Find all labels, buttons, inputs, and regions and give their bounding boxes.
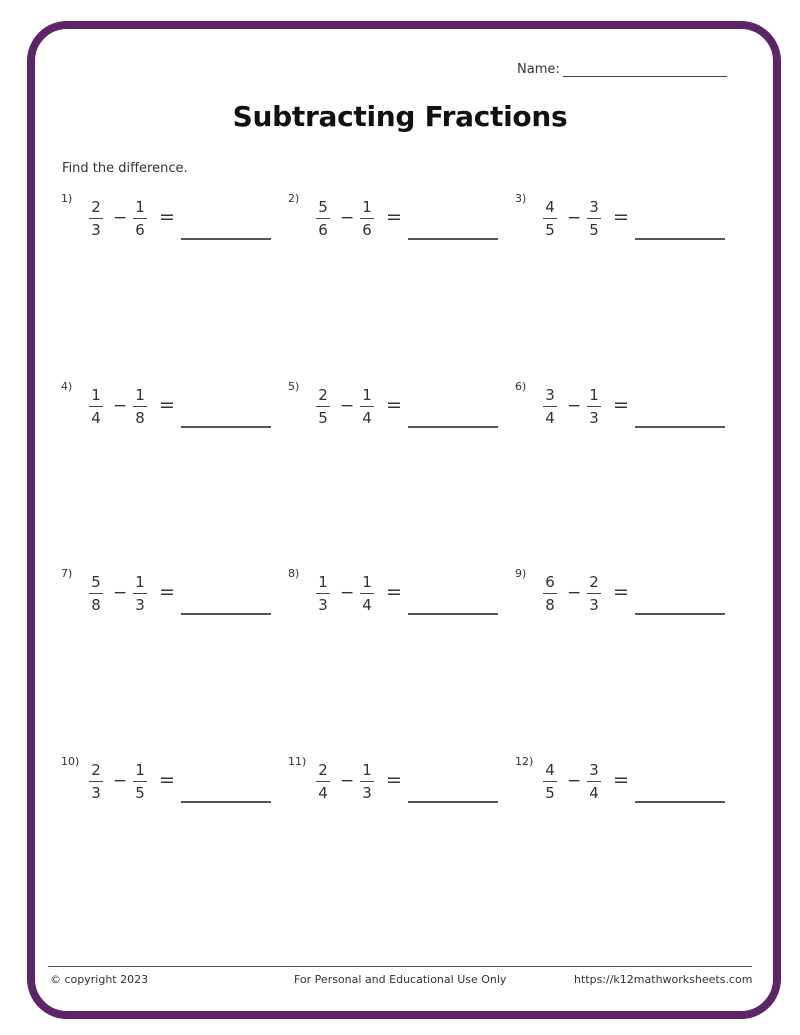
minus-sign: − bbox=[113, 583, 128, 603]
numerator: 1 bbox=[362, 573, 372, 591]
denominator: 3 bbox=[135, 596, 145, 614]
problem-number: 11) bbox=[288, 755, 307, 768]
problem-12 bbox=[515, 755, 735, 815]
fraction-bar bbox=[133, 593, 147, 594]
fraction-minuend bbox=[315, 573, 331, 614]
problem-2 bbox=[288, 192, 508, 252]
fraction-subtrahend bbox=[132, 761, 148, 802]
answer-blank[interactable] bbox=[181, 238, 271, 240]
equals-sign: = bbox=[386, 206, 402, 228]
answer-blank[interactable] bbox=[408, 613, 498, 615]
minus-sign: − bbox=[113, 396, 128, 416]
fraction-bar bbox=[360, 406, 374, 407]
footer-usage: For Personal and Educational Use Only bbox=[294, 973, 507, 986]
fraction-minuend bbox=[88, 573, 104, 614]
denominator: 8 bbox=[135, 409, 145, 427]
name-label: Name: bbox=[517, 62, 560, 77]
numerator: 1 bbox=[135, 386, 145, 404]
problem-number: 8) bbox=[288, 567, 300, 580]
fraction-bar bbox=[543, 406, 557, 407]
numerator: 3 bbox=[589, 198, 599, 216]
problem-1 bbox=[61, 192, 281, 252]
minus-sign: − bbox=[567, 771, 582, 791]
problem-10 bbox=[61, 755, 281, 815]
fraction-bar bbox=[587, 218, 601, 219]
fraction-bar bbox=[543, 593, 557, 594]
minus-sign: − bbox=[567, 396, 582, 416]
problem-number: 5) bbox=[288, 380, 300, 393]
problem-4 bbox=[61, 380, 281, 440]
problem-3 bbox=[515, 192, 735, 252]
fraction-bar bbox=[587, 781, 601, 782]
answer-blank[interactable] bbox=[408, 238, 498, 240]
fraction-subtrahend bbox=[359, 198, 375, 239]
denominator: 6 bbox=[135, 221, 145, 239]
answer-blank[interactable] bbox=[635, 801, 725, 803]
fraction-bar bbox=[89, 406, 103, 407]
denominator: 6 bbox=[362, 221, 372, 239]
numerator: 2 bbox=[318, 761, 328, 779]
fraction-subtrahend bbox=[132, 198, 148, 239]
denominator: 3 bbox=[91, 784, 101, 802]
numerator: 1 bbox=[135, 573, 145, 591]
footer-copyright: © copyright 2023 bbox=[50, 973, 149, 986]
denominator: 4 bbox=[362, 409, 372, 427]
numerator: 4 bbox=[545, 198, 555, 216]
denominator: 3 bbox=[589, 409, 599, 427]
denominator: 8 bbox=[91, 596, 101, 614]
denominator: 5 bbox=[545, 784, 555, 802]
problem-number: 3) bbox=[515, 192, 527, 205]
denominator: 4 bbox=[91, 409, 101, 427]
fraction-subtrahend bbox=[359, 573, 375, 614]
numerator: 1 bbox=[135, 198, 145, 216]
fraction-bar bbox=[587, 406, 601, 407]
problem-6 bbox=[515, 380, 735, 440]
fraction-minuend bbox=[88, 386, 104, 427]
equals-sign: = bbox=[386, 581, 402, 603]
numerator: 1 bbox=[135, 761, 145, 779]
fraction-bar bbox=[360, 593, 374, 594]
fraction-minuend bbox=[88, 198, 104, 239]
fraction-bar bbox=[133, 406, 147, 407]
fraction-bar bbox=[360, 781, 374, 782]
numerator: 1 bbox=[362, 761, 372, 779]
denominator: 3 bbox=[589, 596, 599, 614]
problem-number: 4) bbox=[61, 380, 73, 393]
minus-sign: − bbox=[340, 208, 355, 228]
minus-sign: − bbox=[340, 583, 355, 603]
footer-divider bbox=[48, 966, 752, 967]
numerator: 5 bbox=[318, 198, 328, 216]
equals-sign: = bbox=[386, 394, 402, 416]
problem-number: 6) bbox=[515, 380, 527, 393]
fraction-subtrahend bbox=[132, 386, 148, 427]
fraction-bar bbox=[316, 406, 330, 407]
minus-sign: − bbox=[567, 583, 582, 603]
answer-blank[interactable] bbox=[181, 426, 271, 428]
problem-number: 10) bbox=[61, 755, 80, 768]
problem-7 bbox=[61, 567, 281, 627]
fraction-bar bbox=[89, 781, 103, 782]
numerator: 4 bbox=[545, 761, 555, 779]
problem-number: 7) bbox=[61, 567, 73, 580]
equals-sign: = bbox=[159, 769, 175, 791]
fraction-bar bbox=[360, 218, 374, 219]
denominator: 6 bbox=[318, 221, 328, 239]
denominator: 3 bbox=[362, 784, 372, 802]
answer-blank[interactable] bbox=[635, 426, 725, 428]
numerator: 1 bbox=[362, 386, 372, 404]
minus-sign: − bbox=[340, 771, 355, 791]
fraction-bar bbox=[133, 218, 147, 219]
numerator: 1 bbox=[318, 573, 328, 591]
denominator: 4 bbox=[362, 596, 372, 614]
fraction-subtrahend bbox=[586, 573, 602, 614]
minus-sign: − bbox=[567, 208, 582, 228]
answer-blank[interactable] bbox=[635, 238, 725, 240]
numerator: 1 bbox=[91, 386, 101, 404]
fraction-minuend bbox=[542, 761, 558, 802]
minus-sign: − bbox=[340, 396, 355, 416]
numerator: 2 bbox=[318, 386, 328, 404]
numerator: 1 bbox=[362, 198, 372, 216]
equals-sign: = bbox=[386, 769, 402, 791]
fraction-subtrahend bbox=[359, 761, 375, 802]
fraction-minuend bbox=[542, 198, 558, 239]
problem-number: 2) bbox=[288, 192, 300, 205]
denominator: 4 bbox=[318, 784, 328, 802]
numerator: 5 bbox=[91, 573, 101, 591]
problem-number: 12) bbox=[515, 755, 534, 768]
fraction-minuend bbox=[88, 761, 104, 802]
fraction-bar bbox=[587, 593, 601, 594]
footer-url: https://k12mathworksheets.com bbox=[574, 973, 753, 986]
fraction-minuend bbox=[315, 386, 331, 427]
denominator: 8 bbox=[545, 596, 555, 614]
fraction-subtrahend bbox=[359, 386, 375, 427]
fraction-bar bbox=[89, 593, 103, 594]
fraction-bar bbox=[316, 218, 330, 219]
problem-11 bbox=[288, 755, 508, 815]
equals-sign: = bbox=[159, 206, 175, 228]
instructions: Find the difference. bbox=[62, 161, 188, 176]
denominator: 5 bbox=[589, 221, 599, 239]
problem-8 bbox=[288, 567, 508, 627]
numerator: 2 bbox=[91, 198, 101, 216]
denominator: 5 bbox=[318, 409, 328, 427]
fraction-minuend bbox=[542, 386, 558, 427]
denominator: 3 bbox=[91, 221, 101, 239]
fraction-minuend bbox=[315, 761, 331, 802]
problem-5 bbox=[288, 380, 508, 440]
answer-blank[interactable] bbox=[181, 801, 271, 803]
name-blank-line[interactable] bbox=[563, 63, 727, 77]
fraction-subtrahend bbox=[586, 386, 602, 427]
answer-blank[interactable] bbox=[408, 801, 498, 803]
problem-9 bbox=[515, 567, 735, 627]
numerator: 1 bbox=[589, 386, 599, 404]
denominator: 5 bbox=[135, 784, 145, 802]
fraction-subtrahend bbox=[586, 761, 602, 802]
problem-number: 1) bbox=[61, 192, 73, 205]
name-field bbox=[517, 62, 727, 77]
minus-sign: − bbox=[113, 208, 128, 228]
minus-sign: − bbox=[113, 771, 128, 791]
worksheet-title: Subtracting Fractions bbox=[232, 100, 568, 133]
fraction-bar bbox=[316, 593, 330, 594]
numerator: 3 bbox=[545, 386, 555, 404]
fraction-bar bbox=[543, 218, 557, 219]
fraction-minuend bbox=[315, 198, 331, 239]
equals-sign: = bbox=[613, 206, 629, 228]
denominator: 4 bbox=[589, 784, 599, 802]
numerator: 6 bbox=[545, 573, 555, 591]
fraction-bar bbox=[133, 781, 147, 782]
equals-sign: = bbox=[159, 394, 175, 416]
fraction-subtrahend bbox=[132, 573, 148, 614]
answer-blank[interactable] bbox=[408, 426, 498, 428]
fraction-bar bbox=[543, 781, 557, 782]
numerator: 2 bbox=[589, 573, 599, 591]
equals-sign: = bbox=[613, 394, 629, 416]
denominator: 5 bbox=[545, 221, 555, 239]
fraction-minuend bbox=[542, 573, 558, 614]
fraction-bar bbox=[316, 781, 330, 782]
denominator: 4 bbox=[545, 409, 555, 427]
problem-number: 9) bbox=[515, 567, 527, 580]
equals-sign: = bbox=[613, 581, 629, 603]
numerator: 2 bbox=[91, 761, 101, 779]
denominator: 3 bbox=[318, 596, 328, 614]
answer-blank[interactable] bbox=[181, 613, 271, 615]
equals-sign: = bbox=[613, 769, 629, 791]
fraction-subtrahend bbox=[586, 198, 602, 239]
answer-blank[interactable] bbox=[635, 613, 725, 615]
numerator: 3 bbox=[589, 761, 599, 779]
equals-sign: = bbox=[159, 581, 175, 603]
fraction-bar bbox=[89, 218, 103, 219]
